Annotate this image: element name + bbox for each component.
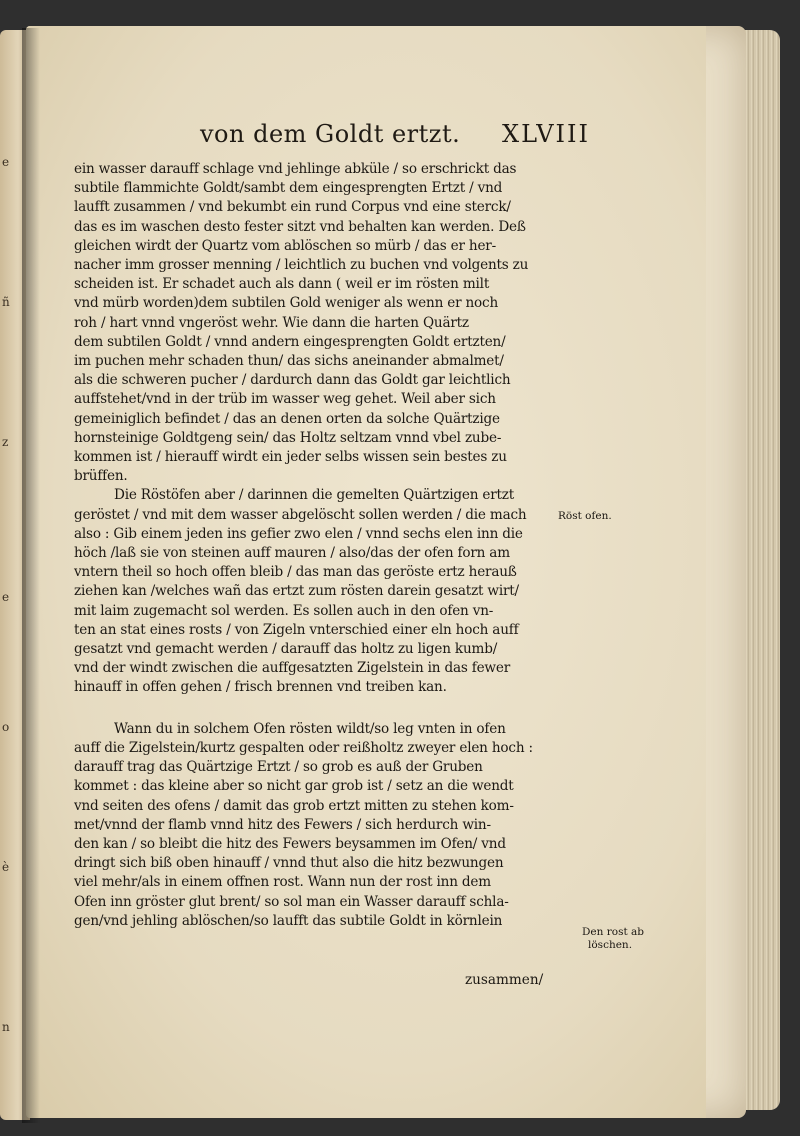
- running-header: [200, 120, 590, 154]
- text-line: auff die Zigelstein/kurtz gespalten oder reißholtz zweyer elen hoch :: [74, 739, 533, 756]
- text-line: gen/vnd jehling ablöschen/so laufft das subtile Goldt in körnlein: [74, 912, 503, 929]
- marginal-note-text: Röst ofen.: [558, 510, 612, 522]
- paragraph: [74, 720, 556, 931]
- text-line: scheiden ist. Er schadet auch als dann ( weil er im rösten milt: [74, 276, 490, 293]
- paragraph-gap: [74, 698, 556, 720]
- text-line: ziehen kan /welches wañ das ertzt zum rösten darein gesatzt wirt/: [74, 583, 519, 600]
- text-line: hornsteinige Goldtgeng sein/ das Holtz seltzam vnnd vbel zube-: [74, 429, 502, 446]
- text-line: auffstehet/vnd in der trüb im wasser weg gehet. Weil aber sich: [74, 391, 496, 408]
- text-line: vntern theil so hoch offen bleib / das man das geröste ertz herauß: [74, 564, 517, 581]
- text-line: hinauff in offen gehen / frisch brennen vnd treiben kan.: [74, 679, 447, 696]
- marginal-note-rost: [582, 926, 644, 952]
- text-line: dringt sich biß oben hinauff / vnnd thut also die hitz bezwungen: [74, 855, 504, 872]
- facing-page-letter: e: [2, 155, 10, 169]
- facing-page-letter: è: [2, 860, 10, 874]
- text-line: brüffen.: [74, 468, 128, 485]
- marginal-note-text: löschen.: [588, 939, 633, 951]
- running-title: von dem Goldt ertzt.: [200, 120, 461, 148]
- text-line: darauff trag das Quärtzige Ertzt / so grob es auß der Gruben: [74, 759, 483, 776]
- gutter-shadow: [22, 28, 40, 1123]
- text-line: Ofen inn gröster glut brent/ so sol man ein Wasser darauff schla-: [74, 893, 509, 910]
- text-line: laufft zusammen / vnd bekumbt ein rund Corpus vnd eine sterck/: [74, 199, 511, 216]
- text-line: höch /laß sie von steinen auff mauren / also/das der ofen forn am: [74, 545, 510, 562]
- text-line: nacher imm grosser menning / leichtlich zu buchen vnd volgents zu: [74, 257, 529, 274]
- text-line: met/vnnd der flamb vnnd hitz des Fewers / sich herdurch win-: [74, 816, 491, 833]
- facing-page-letter: ñ: [2, 295, 10, 309]
- paragraph: [74, 486, 556, 697]
- facing-page-letter: e: [2, 590, 10, 604]
- marginal-note-text: Den rost ab: [582, 926, 645, 938]
- text-line: gleichen wirdt der Quartz vom ablöschen so mürb / das er her-: [74, 237, 496, 254]
- text-line: im puchen mehr schaden thun/ das sichs aneinander abmalmet/: [74, 353, 504, 370]
- catchword: zusammen/: [465, 972, 544, 988]
- text-line: vnd der windt zwischen die auffgesatzten Zigelstein in das fewer: [74, 660, 511, 677]
- text-line: roh / hart vnnd vngeröst wehr. Wie dann die harten Quärtz: [74, 314, 469, 331]
- text-line: geröstet / vnd mit dem wasser abgelöscht sollen werden / die mach: [74, 506, 527, 523]
- text-line: vnd seiten des ofens / damit das grob ertzt mitten zu stehen kom-: [74, 797, 514, 814]
- text-line: kommet : das kleine aber so nicht gar grob ist / setz an die wendt: [74, 778, 514, 795]
- paragraph: [74, 160, 556, 486]
- text-line: Die Röstöfen aber / darinnen die gemelten Quärtzigen ertzt: [114, 487, 515, 504]
- text-line: als die schweren pucher / dardurch dann das Goldt gar leichtlich: [74, 372, 511, 389]
- text-line: vnd mürb worden)dem subtilen Gold weniger als wenn er noch: [74, 295, 499, 312]
- text-line: ten an stat eines rosts / von Zigeln vnterschied einer eln hoch auff: [74, 621, 519, 638]
- facing-page-letter: o: [2, 720, 10, 734]
- text-line: also : Gib einem jeden ins gefier zwo elen / vnnd sechs elen inn die: [74, 525, 523, 542]
- text-line: mit laim zugemacht sol werden. Es sollen auch in den ofen vn-: [74, 602, 494, 619]
- text-line: das es im waschen desto fester sitzt vnd behalten kan werden. Deß: [74, 218, 526, 235]
- folio-number: XLVIII: [502, 120, 590, 148]
- text-line: Wann du in solchem Ofen rösten wildt/so leg vnten in ofen: [114, 720, 506, 737]
- text-line: subtile flammichte Goldt/sambt dem eingesprengten Ertzt / vnd: [74, 180, 503, 197]
- text-line: dem subtilen Goldt / vnnd andern eingesprengten Goldt ertzten/: [74, 333, 506, 350]
- text-line: viel mehr/als in einem offnen rost. Wann nun der rost inn dem: [74, 874, 491, 891]
- text-line: gesatzt vnd gemacht werden / darauff das holtz zu ligen kumb/: [74, 641, 498, 658]
- marginal-note-roestofen: [558, 510, 612, 523]
- text-line: den kan / so bleibt die hitz des Fewers beysammen im Ofen/ vnd: [74, 835, 506, 852]
- body-text: [74, 160, 556, 931]
- text-line: gemeiniglich befindet / das an denen orten da solche Quärtzige: [74, 410, 500, 427]
- text-line: ein wasser darauff schlage vnd jehlinge abküle / so erschrickt das: [74, 161, 517, 177]
- facing-page-letter: n: [2, 1020, 10, 1034]
- facing-page-letter: z: [2, 435, 9, 449]
- text-line: kommen ist / hierauff wirdt ein jeder selbs wissen sein bestes zu: [74, 449, 507, 466]
